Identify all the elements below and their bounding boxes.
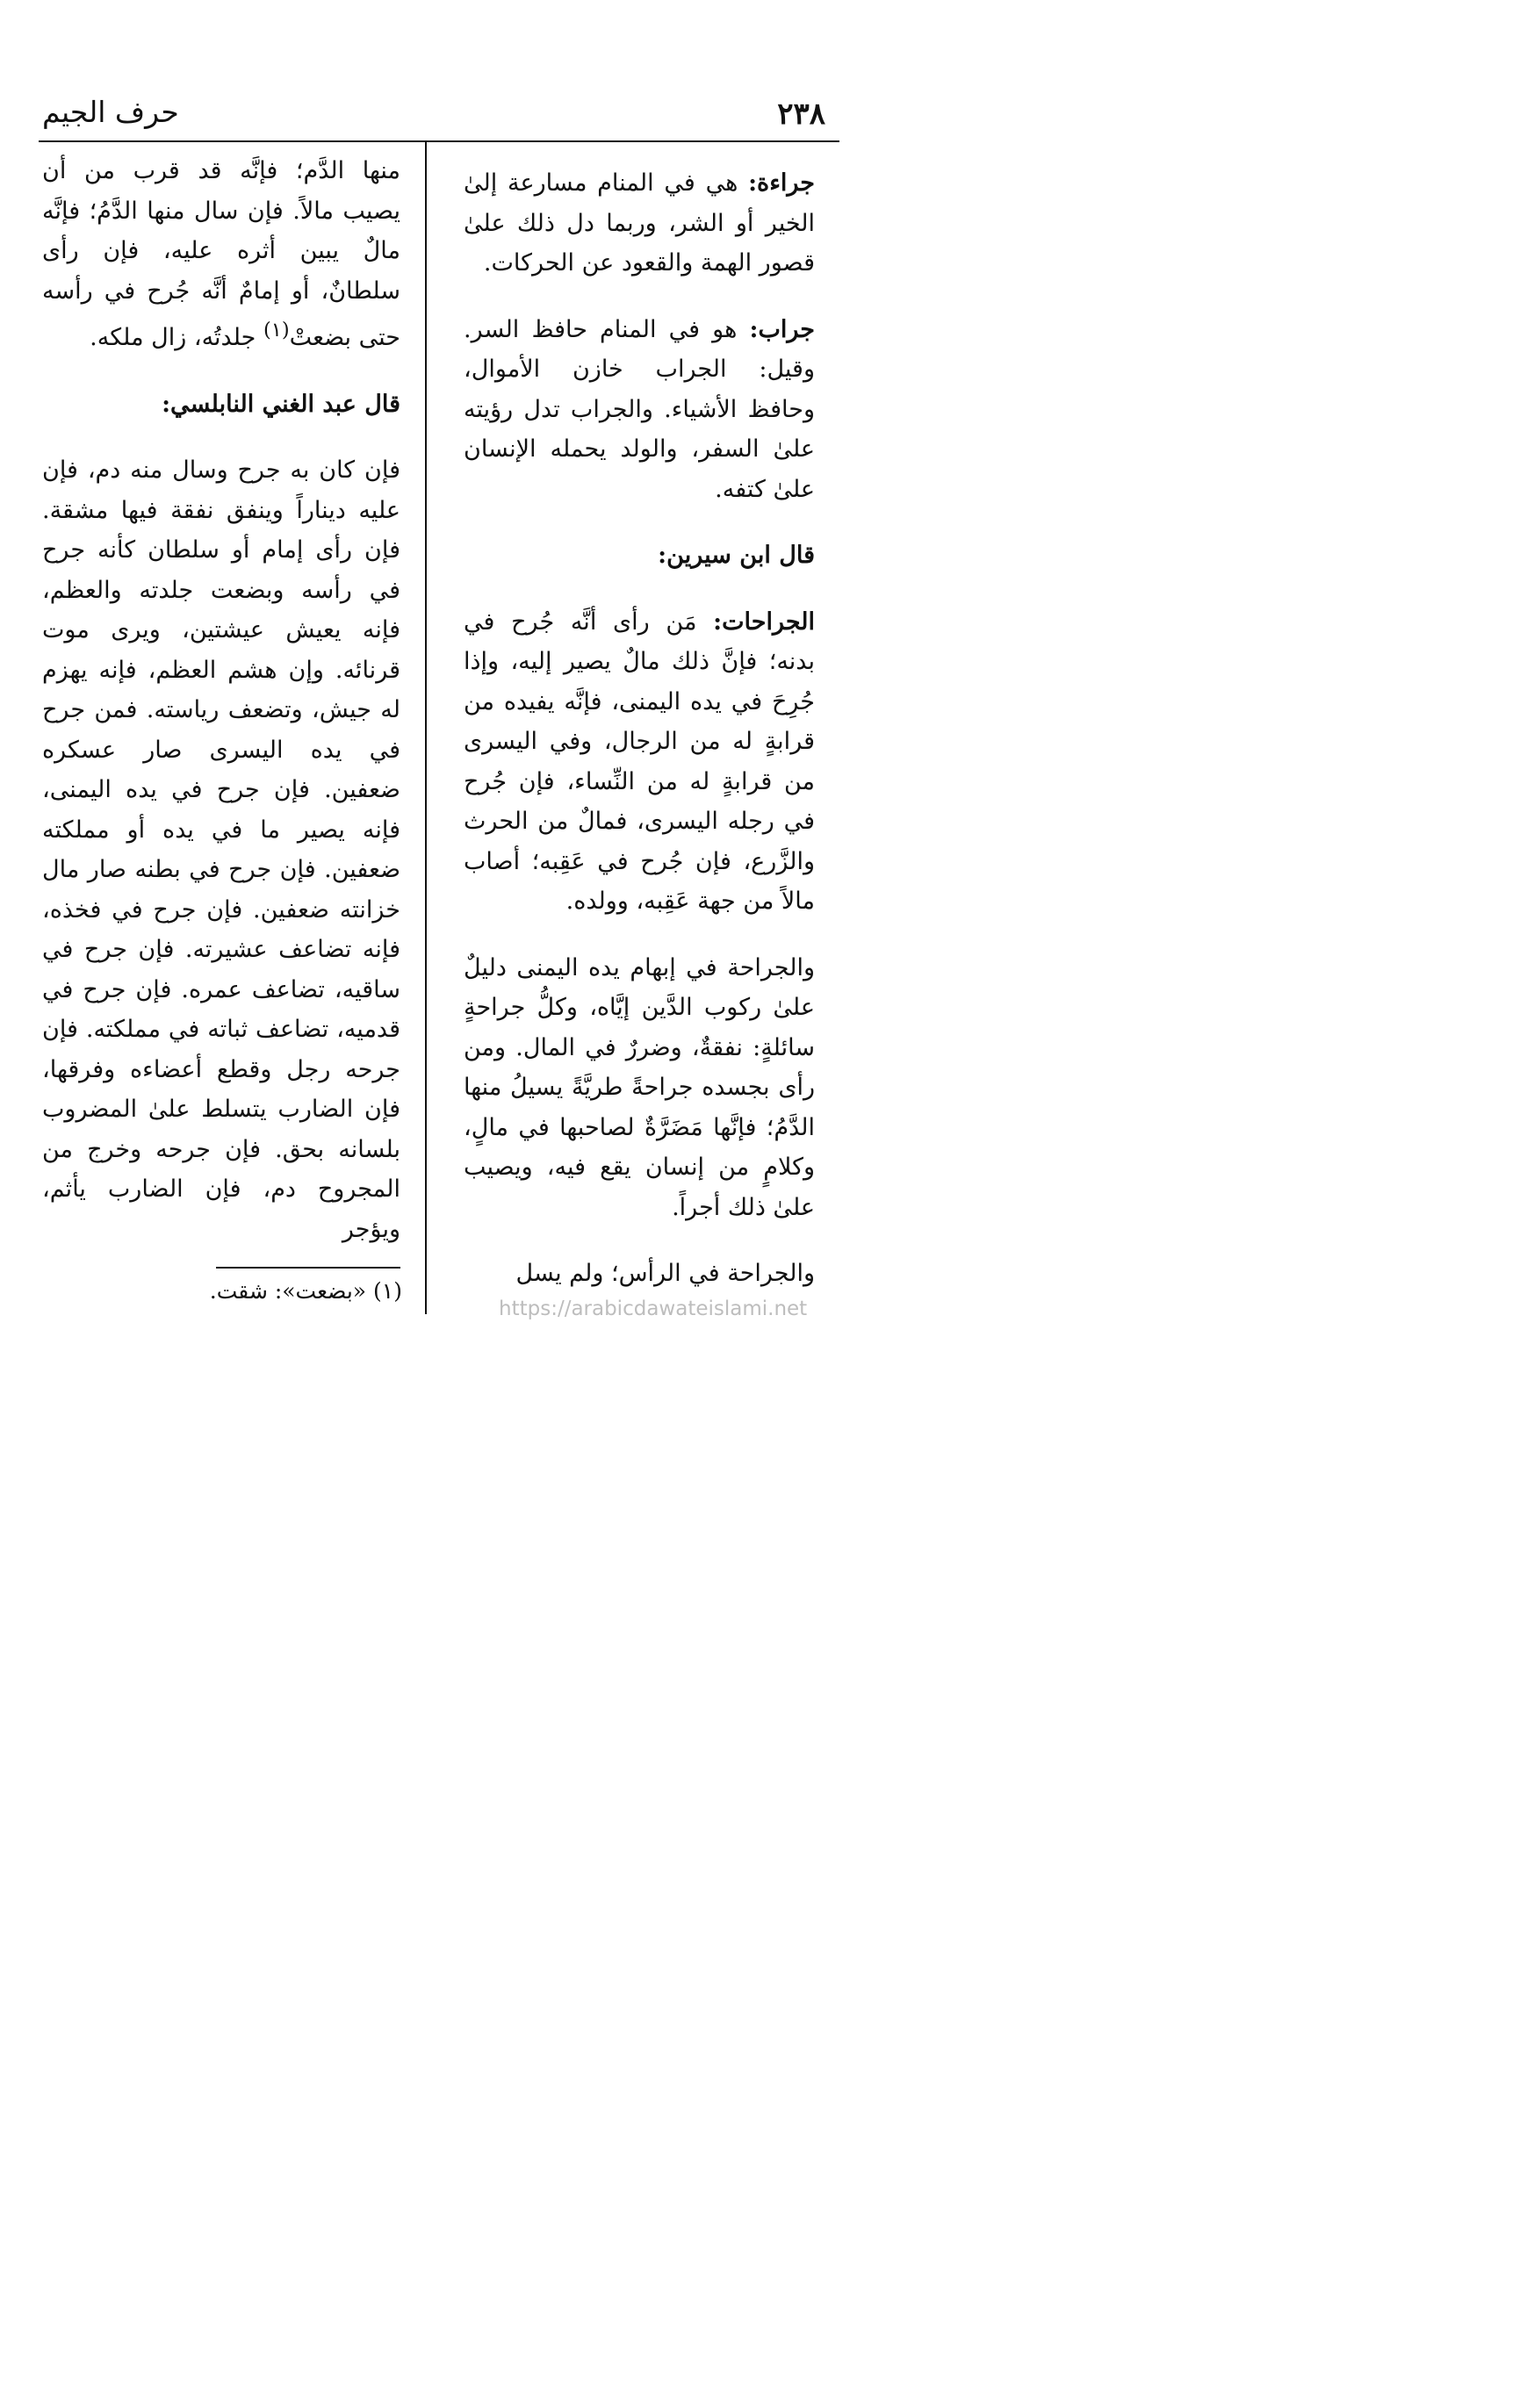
- paragraph-thumb-wound: والجراحة في إبهام يده اليمنى دليلٌ علىٰ ركوب الدَّين إيَّاه، وكلُّ جراحةٍ سائلةٍ: نفقةٌ، وضررٌ في المال. ومن رأى بجسده جراحةً طريَّةً يسيلُ منها الدَّمُ؛ فإنَّها مَضَرَّةٌ لصاحبها في مالٍ، وكلامٍ من إنسان يقع فيه، ويصيب علىٰ ذلك أجراً.: [464, 953, 815, 1221]
- paragraph-text: منها الدَّم؛ فإنَّه قد قرب من أن يصيب مالاً. فإن سال منها الدَّمُ؛ فإنَّه مالٌ يبين أثره عليه، فإن رأى سلطانٌ، أو إمامٌ أنَّه جُرح في رأسه حتى بضعتْ: [42, 157, 400, 351]
- left-column: [42, 151, 400, 1249]
- column-divider: [425, 142, 427, 1314]
- footnote-marker: (١): [263, 319, 290, 341]
- entry-jirahat: [464, 602, 815, 922]
- paragraph-continuation: [42, 151, 400, 358]
- section-heading-nabulsi: قال عبد الغني النابلسي:: [162, 390, 400, 418]
- running-title: حرف الجيم: [42, 95, 179, 129]
- entry-text: هي في المنام مسارعة إلىٰ الخير أو الشر، وربما دل ذلك علىٰ قصور الهمة والقعود عن الحركات.: [464, 169, 815, 277]
- section-heading-ibn-sirin: قال ابن سيرين:: [658, 542, 815, 569]
- entry-text: هو في المنام حافظ السر. وقيل: الجراب خازن الأموال، وحافظ الأشياء. والجراب تدل رؤيته علىٰ السفر، والولد يحمله الإنسان علىٰ كتفه.: [464, 315, 815, 503]
- book-page: [0, 0, 878, 1375]
- footnote: (١) «بضعت»: شقت.: [209, 1278, 402, 1304]
- entry-text: مَن رأى أنَّه جُرح في بدنه؛ فإنَّ ذلك مالٌ يصير إليه، وإذا جُرِحَ في يده اليمنى، فإنَّه يفيده من قرابةٍ له من الرجال، وفي اليسرى من قرابةٍ له من النِّساء، فإن جُرح في رجله اليسرى، فمالٌ من الحرث والزَّرع، فإن جُرح في عَقِبه؛ أصاب مالاً من جهة عَقِبه، وولده.: [464, 607, 815, 915]
- paragraph-text: جلدتُه، زال ملكه.: [90, 324, 263, 351]
- paragraph-nabulsi: فإن كان به جرح وسال منه دم، فإن عليه ديناراً وينفق نفقة فيها مشقة. فإن رأى إمام أو سلطان كأنه جرح في رأسه وبضعت جلدته والعظم، فإنه يعيش عيشتين، ويرى موت قرنائه. وإن هشم العظم، فإنه يهزم له جيش، وتضعف رياسته. فمن جرح في يده اليسرى صار عسكره ضعفين. فإن جرح في يده اليمنى، فإنه يصير ما في يده أو مملكته ضعفين. فإن جرح في بطنه صار مال خزانته ضعفين. فإن جرح في فخذه، فإنه تضاعف عشيرته. فإن جرح في ساقيه، تضاعف عمره. فإن جرح في قدميه، تضاعف ثباته في مملكته. فإن جرحه رجل وقطع أعضاءه وفرقها، فإن الضارب يتسلط علىٰ المضروب بلسانه بحق. فإن جرحه وخرج من المجروح دم، فإن الضارب يأثم، ويؤجر: [42, 456, 400, 1243]
- right-column: [464, 163, 815, 1294]
- entry-jaraa: [464, 163, 815, 284]
- entry-jirab: [464, 310, 815, 510]
- page-number: ٢٣٨: [777, 97, 825, 132]
- entry-term: الجراحات:: [713, 607, 815, 636]
- entry-term: جراب:: [749, 315, 815, 343]
- paragraph-head-wound: والجراحة في الرأس؛ ولم يسل: [515, 1260, 815, 1287]
- watermark-url: https://arabicdawateislami.net: [499, 1297, 808, 1320]
- footnote-rule: [216, 1267, 400, 1269]
- entry-term: جراءة:: [748, 169, 815, 197]
- header-rule: [39, 140, 839, 142]
